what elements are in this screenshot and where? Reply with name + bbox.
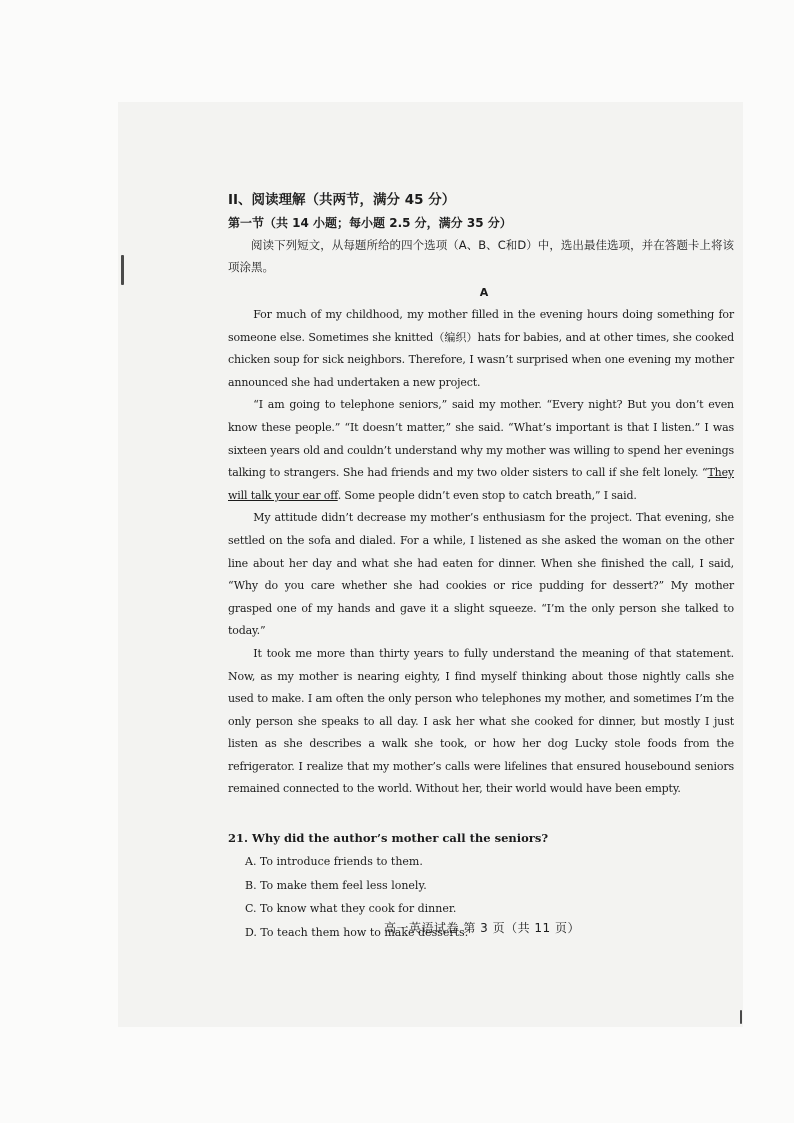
scan-edge-mark-right	[740, 1010, 742, 1024]
passage-paragraph-4: It took me more than thirty years to fully understand the meaning of that statement. Now, as my mother is nearing eighty, I find myself thinking about those nightly calls she used to make. I am often the only person who telephones my mother, and sometimes I’m the only person she speaks to all day. I ask her what she cooked for dinner, but mostly I just listen as she describes a walk she took, or how her dog Lucky stole foods from the refrigerator. I realize that my mother’s calls were lifelines that ensured housebound seniors remained connected to the world. Without her, their world would have been empty.	[228, 646, 734, 796]
subsection-title: 第一节（共 14 小题；每小题 2.5 分，满分 35 分）	[228, 216, 512, 230]
option-d: D. To teach them how to make desserts.	[245, 925, 469, 939]
page-content	[228, 190, 734, 944]
instructions: 阅读下列短文，从每题所给的四个选项（A、B、C和D）中，选出最佳选项，并在答题卡上将该项涂黑。	[228, 238, 734, 274]
question-stem: 21. Why did the author’s mother call the seniors?	[228, 831, 549, 846]
paragraph-2-text-before: “I am going to telephone seniors,” said my mother. “Every night? But you don’t even know these people.” “It doesn’t matter,” she said. “What’s important is that I listen.” I was sixteen years old and couldn’t understand why my mother was willing to spend her evenings talking to strangers. She had friends and my two older sisters to call if she felt lonely. “	[228, 398, 734, 480]
passage-paragraph-3: My attitude didn’t decrease my mother’s enthusiasm for the project. That evening, she settled on the sofa and dialed. For a while, I listened as she asked the woman on the other line about her day and what she had eaten for dinner. When she finished the call, I said, “Why do you care whether she had cookies or rice pudding for dessert?” My mother grasped one of my hands and gave it a slight squeeze. “I’m the only person she talked to today.”	[228, 511, 734, 638]
option-c: C. To know what they cook for dinner.	[245, 902, 457, 916]
option-a: A. To introduce friends to them.	[245, 855, 423, 869]
passage-paragraph-1: For much of my childhood, my mother filled in the evening hours doing something for someone else. Sometimes she knitted（编织）hats for babies, and at other times, she cooked chicken soup for sick neighbors. Therefore, I wasn’t surprised when one evening my mother announced she had undertaken a new project.	[228, 308, 734, 389]
paragraph-2-text-after: . Some people didn’t even stop to catch breath,” I said.	[337, 488, 637, 502]
scan-edge-mark-left	[121, 255, 124, 285]
section-title: II、阅读理解（共两节，满分 45 分）	[228, 192, 456, 208]
underlined-phrase: They will talk your ear off	[228, 466, 734, 502]
option-b: B. To make them feel less lonely.	[245, 878, 427, 892]
passage-paragraph-2	[228, 394, 734, 507]
passage-letter: A	[479, 286, 489, 299]
reading-passage	[228, 304, 734, 801]
page-footer: 高一英语试卷 第 3 页（共 11 页）	[384, 921, 580, 935]
